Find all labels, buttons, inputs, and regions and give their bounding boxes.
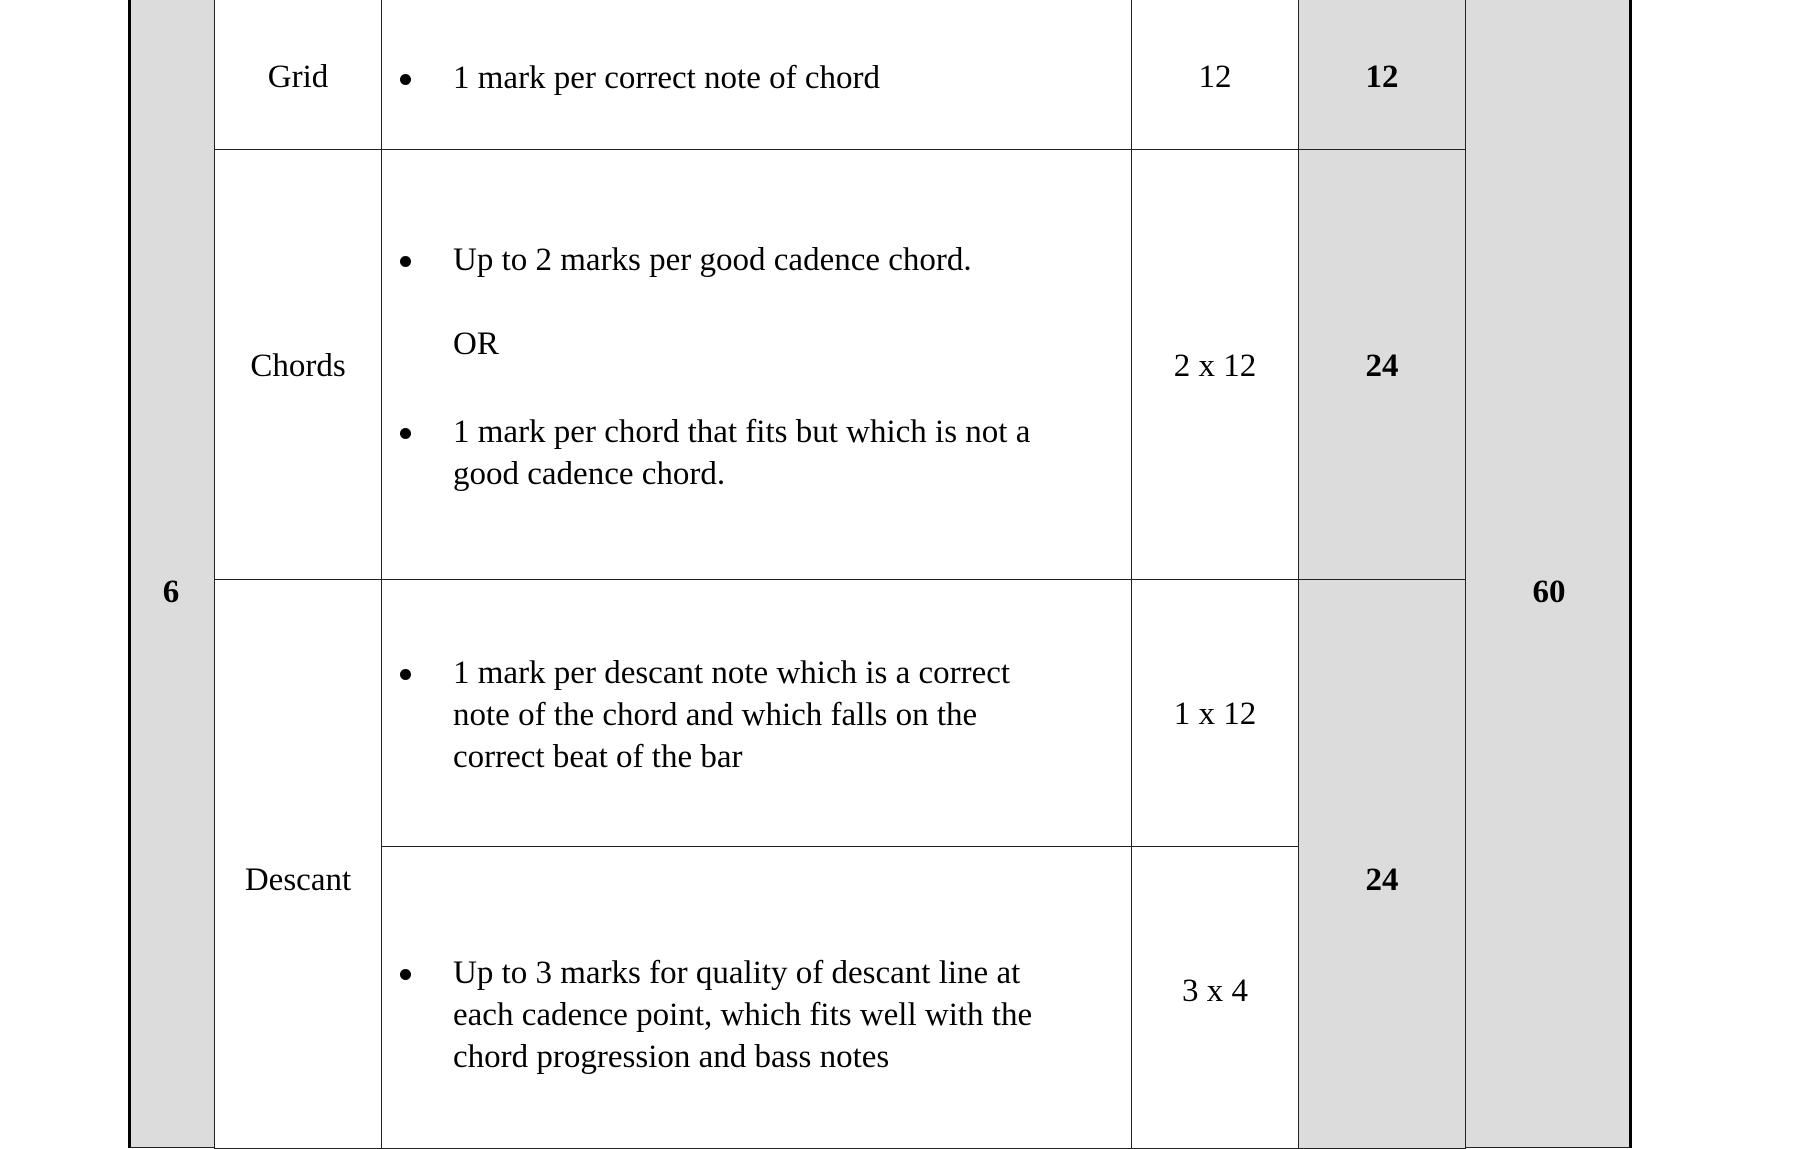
descant-marks-a: 1 x 12	[1173, 696, 1257, 732]
chords-subtotal: 24	[1365, 348, 1399, 384]
bullet-icon	[400, 669, 411, 680]
chords-criterion-2-line-2: good cadence chord.	[453, 456, 726, 492]
bullet-icon	[400, 969, 411, 980]
descant-criterion-b-line-3: chord progression and bass notes	[453, 1039, 890, 1075]
total-marks: 60	[1532, 574, 1566, 610]
chords-criterion-2-line-1: 1 mark per chord that fits but which is not a	[453, 414, 1031, 450]
descant-marks-b: 3 x 4	[1182, 973, 1248, 1009]
descant-label: Descant	[244, 862, 352, 898]
grid-criterion: 1 mark per correct note of chord	[453, 60, 880, 96]
chords-label: Chords	[250, 348, 346, 384]
descant-criterion-b-line-2: each cadence point, which fits well with the	[453, 997, 1033, 1033]
bullet-icon	[400, 428, 411, 439]
grid-subtotal: 12	[1365, 59, 1399, 95]
chords-criterion-1: Up to 2 marks per good cadence chord.	[453, 242, 972, 278]
grid-label: Grid	[267, 59, 329, 95]
descant-criterion-a-line-3: correct beat of the bar	[453, 739, 743, 775]
chords-marks: 2 x 12	[1173, 348, 1257, 384]
descant-criterion-b-line-1: Up to 3 marks for quality of descant line at	[453, 955, 1021, 991]
descant-criterion-a-line-2: note of the chord and which falls on the	[453, 697, 978, 733]
descant-criterion-a-line-1: 1 mark per descant note which is a correct	[453, 655, 1011, 691]
bullet-icon	[400, 74, 411, 85]
grid-marks: 12	[1198, 59, 1232, 95]
chords-or: OR	[453, 326, 499, 362]
bullet-icon	[400, 256, 411, 267]
descant-subtotal: 24	[1365, 862, 1399, 898]
question-number: 6	[162, 574, 180, 610]
